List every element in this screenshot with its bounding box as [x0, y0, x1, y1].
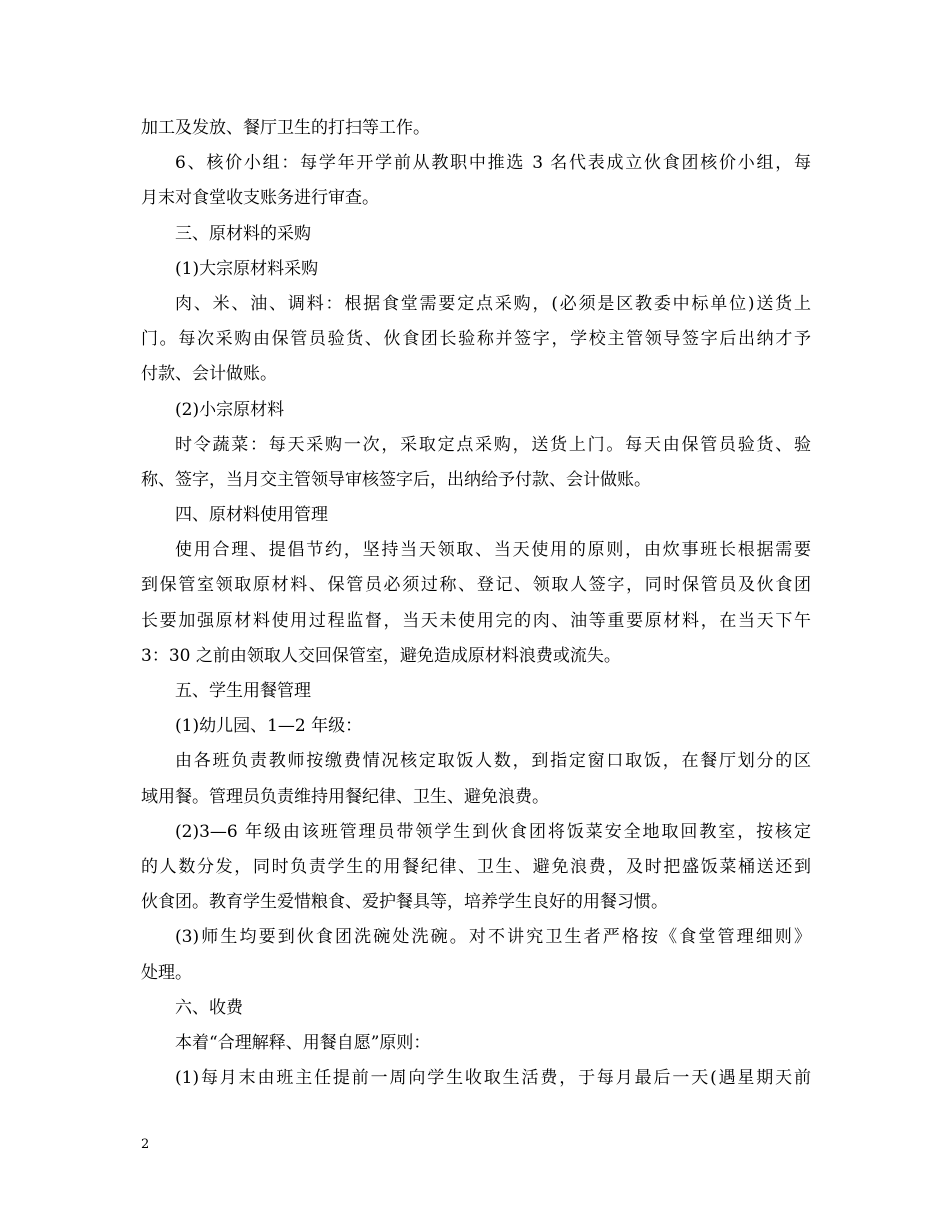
text-line: 处理。	[141, 962, 192, 983]
text-line: 伙食团。教育学生爱惜粮食、爱护餐具等，培养学生良好的用餐习惯。	[141, 892, 668, 913]
text-line: 付款、会计做账。	[141, 364, 277, 385]
page-number: 2	[141, 1137, 150, 1152]
body-text	[141, 111, 811, 1096]
text-line: 四、原材料使用管理	[175, 505, 328, 526]
text-line: 长要加强原材料使用过程监督，当天未使用完的肉、油等重要原材料，在当天下午	[141, 610, 811, 631]
text-line: 到保管室领取原材料、保管员必须过称、登记、领取人签字，同时保管员及伙食团	[141, 575, 811, 596]
text-line: 门。每次采购由保管员验货、伙食团长验称并签字，学校主管领导签字后出纳才予	[141, 329, 811, 350]
text-line: 时令蔬菜：每天采购一次，采取定点采购，送货上门。每天由保管员验货、验	[175, 434, 811, 455]
text-line: (3)师生均要到伙食团洗碗处洗碗。对不讲究卫生者严格按《食堂管理细则》	[175, 927, 811, 948]
text-line: 6、核价小组：每学年开学前从教职中推选 3 名代表成立伙食团核价小组，每	[175, 153, 811, 174]
text-line: 月末对食堂收支账务进行审查。	[141, 188, 379, 209]
text-line: (2)小宗原材料	[175, 399, 285, 420]
text-line: 五、学生用餐管理	[175, 681, 311, 701]
text-line: 的人数分发，同时负责学生的用餐纪律、卫生、避免浪费，及时把盛饭菜桶送还到	[141, 856, 811, 877]
text-line: (1)每月末由班主任提前一周向学生收取生活费，于每月最后一天(遇星期天前	[175, 1068, 811, 1089]
text-line: 本着“合理解释、用餐自愿”原则：	[175, 1032, 431, 1053]
text-line: (2)3—6 年级由该班管理员带领学生到伙食团将饭菜安全地取回教室，按核定	[175, 821, 811, 842]
text-line: 域用餐。管理员负责维持用餐纪律、卫生、避免浪费。	[141, 786, 549, 807]
text-line: (1)幼儿园、1—2 年级：	[175, 716, 363, 737]
text-line: 由各班负责教师按缴费情况核定取饭人数，到指定窗口取饭，在餐厅划分的区	[175, 751, 811, 772]
text-line: 使用合理、提倡节约，坚持当天领取、当天使用的原则，由炊事班长根据需要	[175, 540, 811, 561]
text-line: (1)大宗原材料采购	[175, 258, 319, 279]
text-line: 肉、米、油、调料：根据食堂需要定点采购，(必须是区教委中标单位)送货上	[175, 293, 811, 314]
text-line: 六、收费	[175, 997, 243, 1018]
text-line: 称、签字，当月交主管领导审核签字后，出纳给予付款、会计做账。	[141, 469, 651, 490]
text-line: 3：30 之前由领取人交回保管室，避免造成原材料浪费或流失。	[141, 645, 621, 666]
text-line: 三、原材料的采购	[175, 223, 311, 244]
text-line: 加工及发放、餐厅卫生的打扫等工作。	[141, 118, 430, 138]
